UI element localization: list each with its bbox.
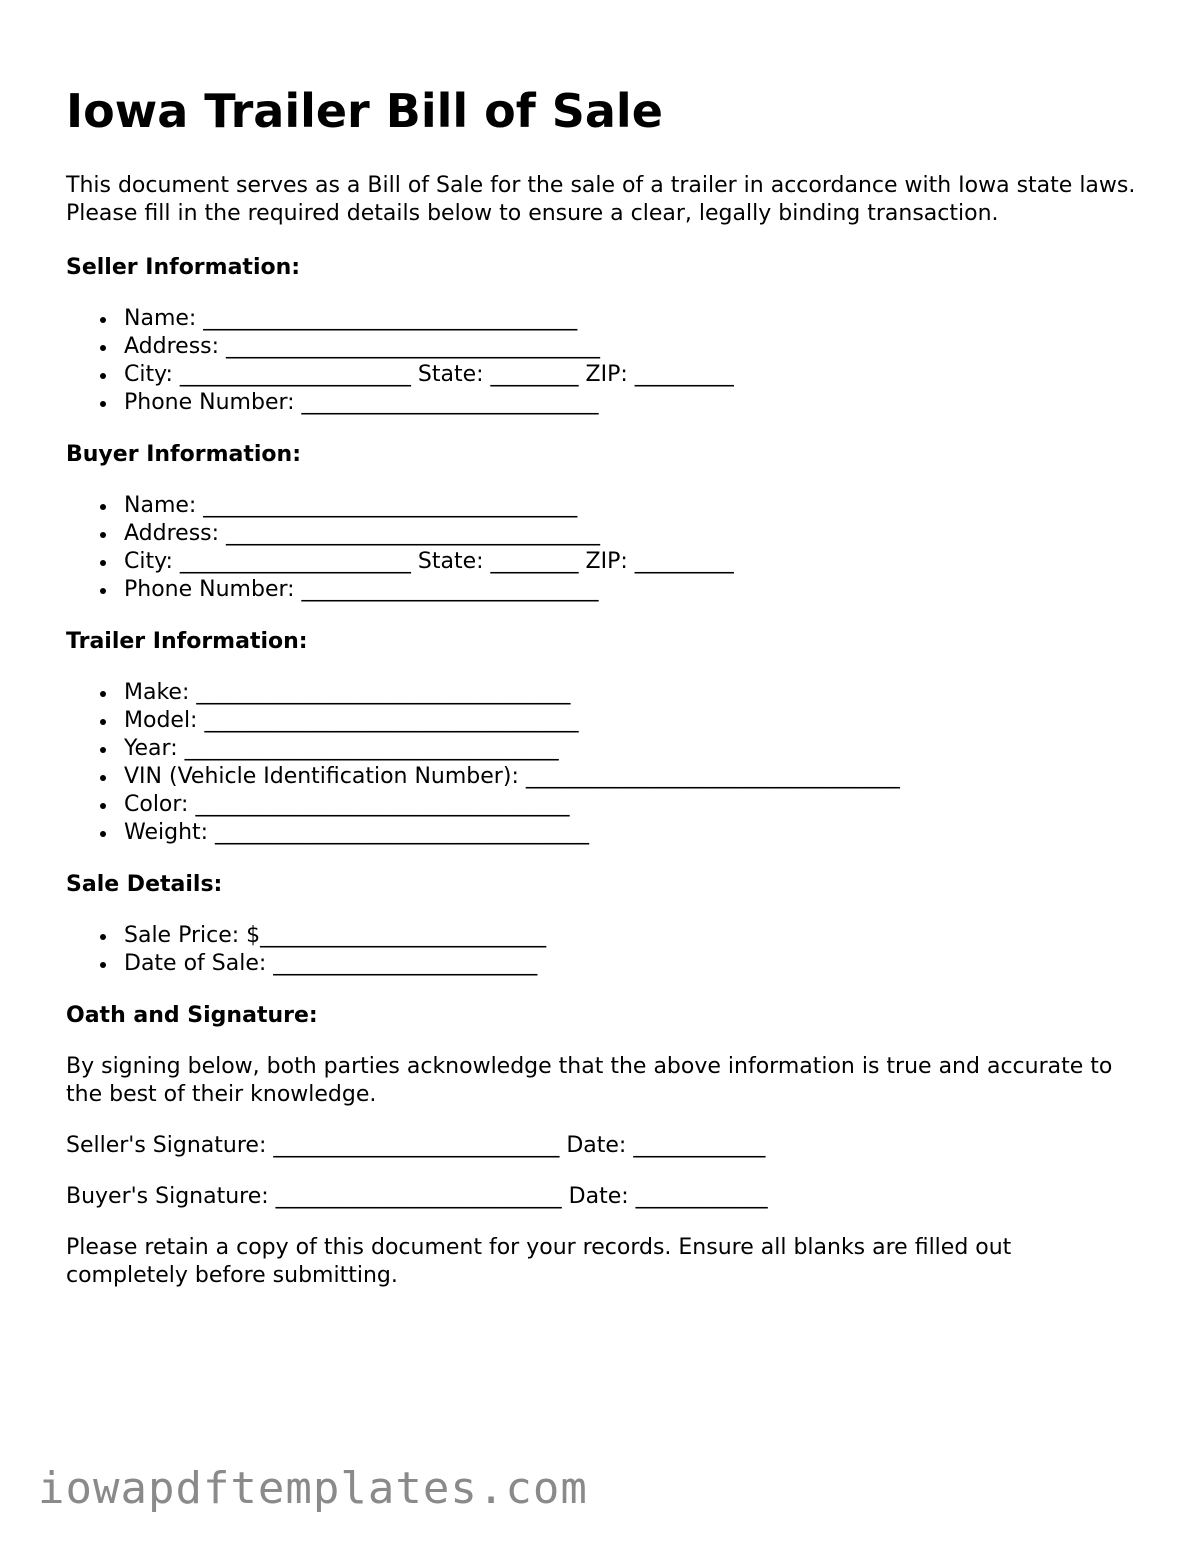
sale-fields [66,922,1136,978]
trailer-color-field[interactable]: Color: __________________________________ [124,791,1136,819]
buyer-name-field[interactable]: Name: __________________________________ [124,492,1136,520]
buyer-signature-line[interactable]: Buyer's Signature: __________________________ Date: ____________ [66,1184,768,1209]
trailer-vin-field[interactable]: VIN (Vehicle Identification Number): __________________________________ [124,763,1136,791]
trailer-make-field[interactable]: Make: __________________________________ [124,679,1136,707]
trailer-heading: Trailer Information: [66,629,308,654]
oath-text: By signing below, both parties acknowledge that the above information is true and accurate to the best of their knowledge. [66,1054,1113,1107]
buyer-city-state-zip-field[interactable]: City: _____________________ State: ________ ZIP: _________ [124,548,1136,576]
sale-price-field[interactable]: Sale Price: $__________________________ [124,922,1136,950]
trailer-year-field[interactable]: Year: __________________________________ [124,735,1136,763]
trailer-fields [66,679,1136,847]
seller-heading: Seller Information: [66,255,301,280]
seller-phone-field[interactable]: Phone Number: ___________________________ [124,389,1136,417]
page-title: Iowa Trailer Bill of Sale [66,84,663,138]
sale-heading: Sale Details: [66,872,223,897]
buyer-phone-field[interactable]: Phone Number: ___________________________ [124,576,1136,604]
seller-city-state-zip-field[interactable]: City: _____________________ State: ________ ZIP: _________ [124,361,1136,389]
buyer-address-field[interactable]: Address: __________________________________ [124,520,1136,548]
trailer-model-field[interactable]: Model: __________________________________ [124,707,1136,735]
seller-address-field[interactable]: Address: __________________________________ [124,333,1136,361]
footer-note: Please retain a copy of this document for your records. Ensure all blanks are filled out completely before submitting. [66,1235,1012,1288]
seller-name-field[interactable]: Name: __________________________________ [124,305,1136,333]
document-page [66,80,1136,1290]
trailer-weight-field[interactable]: Weight: __________________________________ [124,819,1136,847]
buyer-fields [66,492,1136,604]
buyer-heading: Buyer Information: [66,442,301,467]
oath-heading: Oath and Signature: [66,1003,318,1028]
sale-date-field[interactable]: Date of Sale: ________________________ [124,950,1136,978]
seller-fields [66,305,1136,417]
site-watermark: iowapdftemplates.com [38,1463,588,1514]
intro-paragraph: This document serves as a Bill of Sale for the sale of a trailer in accordance with Iowa state laws. Please fill in the required details below to ensure a clear, legally binding transaction. [66,173,1136,226]
seller-signature-line[interactable]: Seller's Signature: __________________________ Date: ____________ [66,1133,766,1158]
